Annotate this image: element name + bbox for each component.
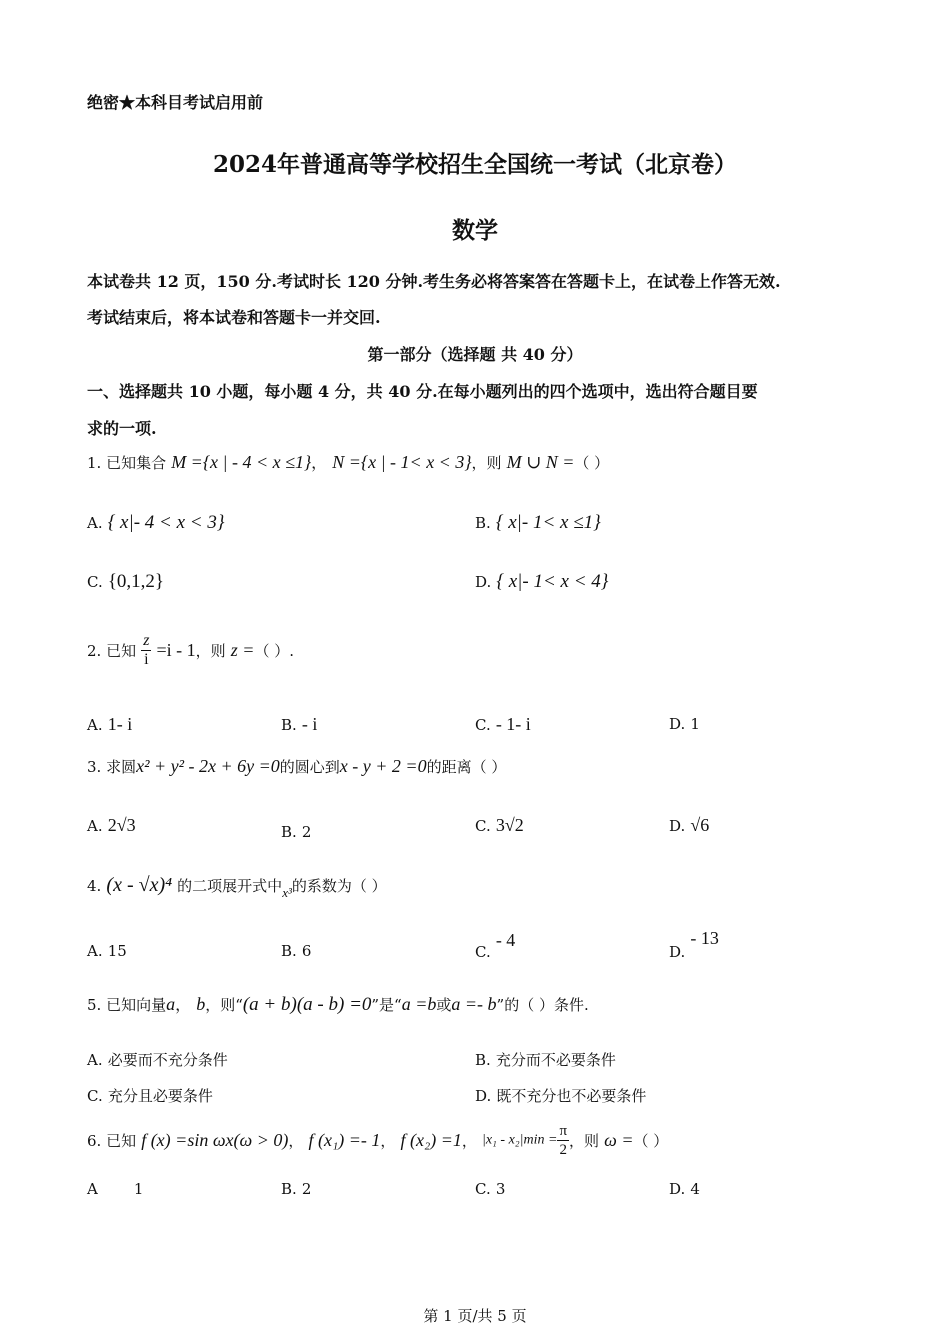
option-label: A. — [87, 716, 103, 734]
math-line-equation: x - y + 2 =0 — [339, 756, 427, 776]
question-number: 2. 已知 — [87, 642, 137, 660]
q1-option-a — [87, 512, 224, 534]
q5-option-b — [475, 1049, 616, 1070]
question-mid: 的圆心到 — [279, 758, 340, 776]
section-title: 第一部分（选择题 共 40 分） — [367, 345, 583, 364]
q3-option-c — [475, 815, 524, 836]
option-math: 3√2 — [495, 815, 524, 835]
math-set-m: M ={x | - 4 < x ≤1} — [171, 452, 312, 472]
option-math: 1 — [133, 1180, 144, 1198]
question-then: ，则“ — [205, 996, 243, 1014]
math-f-x2: f (x₂) =1 — [400, 1130, 462, 1150]
answer-paren: （ ） — [574, 454, 610, 472]
q4-option-b — [281, 941, 311, 960]
answer-paren: （ ） — [633, 1132, 669, 1150]
option-label: B. — [281, 942, 297, 960]
fraction-numerator: π — [559, 1123, 568, 1139]
q2-option-c — [475, 714, 531, 735]
math-z: z = — [230, 640, 255, 660]
math-condition-2: a =b — [401, 994, 437, 1014]
option-label: A. — [87, 817, 103, 835]
question-4 — [87, 874, 387, 901]
math-condition: (a + b)(a - b) =0 — [242, 994, 372, 1015]
q6-option-c — [475, 1179, 505, 1198]
q1-option-d — [475, 571, 608, 593]
section-intro-2: 求的一项. — [87, 419, 157, 438]
question-end: 的距离（ ） — [426, 758, 507, 776]
math-set-n: N ={x | - 1< x < 3} — [332, 452, 472, 472]
q5-option-a — [87, 1049, 228, 1070]
question-number: 1. 已知集合 — [87, 454, 167, 472]
question-then: ，则 — [569, 1132, 600, 1150]
question-end: ”的（ ）条件. — [496, 996, 589, 1014]
subject-title: 数学 — [452, 217, 498, 244]
fraction-z-over-i — [141, 632, 151, 669]
option-math: { x|- 1< x < 4} — [496, 571, 609, 592]
question-2 — [87, 632, 294, 669]
option-math: { x|- 1< x ≤1} — [495, 512, 601, 533]
option-math: 2 — [301, 823, 312, 841]
instructions-line-2: 考试结束后，将本试卷和答题卡一并交回. — [87, 308, 381, 327]
option-math: - 13 — [690, 928, 719, 948]
math-abs-diff: |x₁ - x₂|min = — [481, 1132, 558, 1148]
option-label: C. — [475, 817, 491, 835]
option-label: B. — [281, 1180, 297, 1198]
math-term: x³ — [282, 885, 292, 900]
option-label: A. — [87, 1051, 103, 1069]
question-mid: 的二项展开式中 — [177, 877, 283, 895]
question-is: ”是“ — [371, 996, 402, 1014]
answer-paren: （ ）. — [254, 642, 294, 660]
fraction-denominator: i — [144, 651, 149, 668]
option-math: √6 — [690, 815, 710, 835]
question-6: 6. 已知 f (x) =sin ωx(ω > 0)， f (x₁) =- 1， f (x₂) =1， |x₁ - x₂|min = $\frac{\pi}{2}$ ，则 ω =（ ） — [87, 1123, 669, 1158]
question-or: 或 — [436, 996, 452, 1014]
q4-option-c — [475, 930, 515, 961]
question-3 — [87, 756, 506, 777]
option-label: D. — [475, 573, 492, 591]
option-label: B. — [281, 823, 297, 841]
option-label: D. — [475, 1087, 492, 1105]
option-label: C. — [87, 573, 103, 591]
option-math: - 1- i — [495, 714, 531, 734]
option-text: 充分且必要条件 — [107, 1087, 213, 1105]
option-math: 4 — [690, 1180, 700, 1198]
page-number: 第 1 页/共 5 页 — [423, 1307, 527, 1325]
vector-a: a — [166, 994, 176, 1014]
q5-option-c — [87, 1085, 213, 1106]
option-label: D. — [669, 1180, 686, 1198]
question-end: 的系数为（ ） — [291, 877, 387, 895]
option-label: C. — [475, 716, 491, 734]
option-math: { x|- 4 < x < 3} — [107, 512, 225, 533]
q3-option-a — [87, 815, 136, 836]
option-label: B. — [475, 514, 491, 532]
fraction-denominator: 2 — [559, 1142, 567, 1158]
option-label: D. — [669, 715, 686, 733]
option-label: A — [87, 1180, 98, 1198]
option-math: {0,1,2} — [107, 571, 165, 592]
q3-option-d — [669, 815, 709, 836]
math-condition-3: a =- b — [451, 994, 497, 1014]
option-label: B. — [281, 716, 297, 734]
question-number: 4. — [87, 877, 102, 895]
math-rhs: =i - 1 — [156, 640, 196, 660]
q2-option-a — [87, 714, 132, 735]
option-label: C. — [475, 1180, 491, 1198]
option-label: A. — [87, 514, 103, 532]
option-label: D. — [669, 943, 686, 961]
option-math: 3 — [495, 1180, 506, 1198]
question-number: 3. 求圆 — [87, 758, 137, 776]
option-text: 既不充分也不必要条件 — [496, 1087, 647, 1105]
q2-option-d — [669, 714, 700, 733]
q3-option-b — [281, 822, 311, 841]
option-math: 15 — [107, 942, 127, 960]
option-math: - i — [301, 714, 318, 734]
option-text: 充分而不必要条件 — [495, 1051, 616, 1069]
math-function: f (x) =sin ωx(ω > 0) — [141, 1130, 289, 1150]
question-number: 6. 已知 — [87, 1132, 137, 1150]
question-5: 5. 已知向量a， b，则“(a + b)(a - b) =0”是“a =b或a =- b”的（ ）条件. — [87, 994, 589, 1015]
fraction-numerator: z — [143, 632, 150, 649]
option-math: 6 — [301, 942, 312, 960]
question-1: 1. 已知集合 M ={x | - 4 < x ≤1}， N ={x | - 1< x < 3}，则 M ∪ N =（ ） — [87, 452, 610, 472]
math-omega: ω = — [604, 1130, 634, 1150]
fraction-pi-over-2 — [557, 1122, 569, 1159]
question-number: 5. 已知向量 — [87, 996, 167, 1014]
exam-title: 2024年普通高等学校招生全国统一考试（北京卷） — [212, 151, 737, 178]
question-then: ，则 — [195, 642, 226, 660]
q1-option-b — [475, 512, 601, 534]
option-label: C. — [475, 943, 491, 961]
math-union: M ∪ N = — [506, 452, 575, 472]
q6-option-d — [669, 1179, 700, 1198]
option-label: A. — [87, 942, 103, 960]
confidential-label: 绝密★本科目考试启用前 — [87, 93, 264, 112]
vector-b: b — [196, 994, 206, 1014]
question-then: ，则 — [471, 454, 502, 472]
q6-option-a — [87, 1179, 143, 1198]
option-math: - 4 — [495, 930, 516, 950]
math-circle-equation: x² + y² - 2x + 6y =0 — [136, 756, 280, 776]
option-math: 1 — [690, 715, 700, 733]
option-text: 必要而不充分条件 — [107, 1051, 228, 1069]
option-label: B. — [475, 1051, 491, 1069]
section-intro-1: 一、选择题共 10 小题，每小题 4 分，共 40 分.在每小题列出的四个选项中，选出符合题目要 — [87, 382, 758, 401]
q1-option-c — [87, 571, 164, 593]
q6-option-b — [281, 1179, 311, 1198]
q5-option-d — [475, 1085, 646, 1106]
math-f-x1: f (x₁) =- 1 — [308, 1130, 381, 1150]
instructions-line-1: 本试卷共 12 页，150 分.考试时长 120 分钟.考生务必将答案答在答题卡上，在试卷上作答无效. — [87, 272, 781, 291]
option-math: 1- i — [107, 714, 133, 734]
q4-option-a — [87, 941, 127, 960]
option-label: C. — [87, 1087, 103, 1105]
math-binomial: (x - √x)⁴ — [106, 874, 173, 896]
option-label: D. — [669, 817, 686, 835]
option-math: 2 — [301, 1180, 312, 1198]
q4-option-d — [669, 928, 719, 961]
option-math: 2√3 — [107, 815, 136, 835]
q2-option-b — [281, 714, 317, 735]
